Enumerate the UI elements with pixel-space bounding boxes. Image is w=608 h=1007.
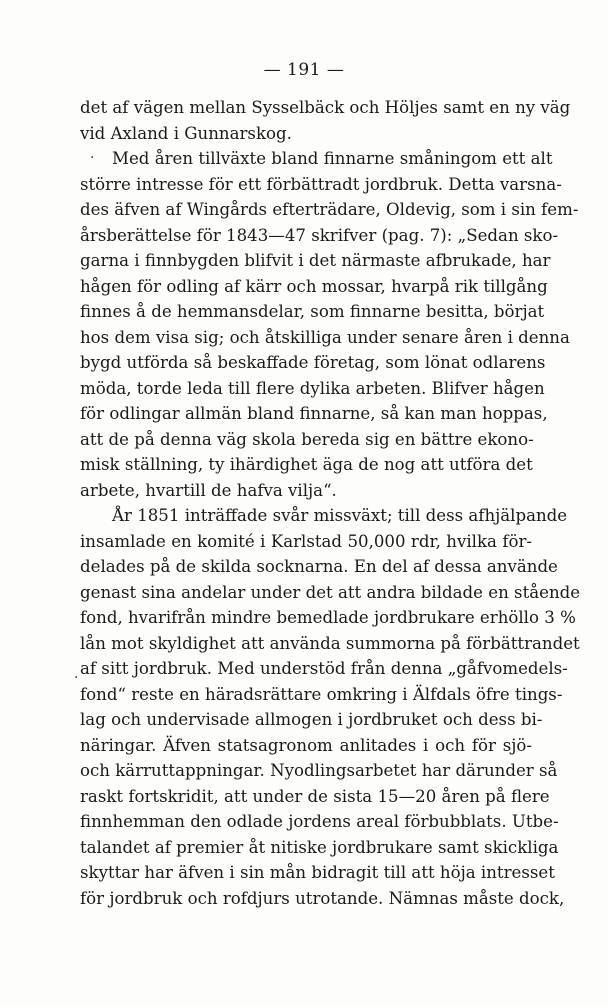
text-line: skyttar har äfven i sin mån bidragit till att höja intresset [80,863,555,882]
text-line: finnes å de hemmansdelar, som finnarne besitta, börjat [80,302,545,321]
text-line: för jordbruk och rofdjurs utrotande. Nämnas måste dock, [80,888,565,908]
text-line: arbete, hvartill de hafva vilja“. [80,480,337,500]
text-line: raskt fortskridit, att under de sista 15—20 åren på flere [80,786,550,806]
text-line: årsberättelse för 1843—47 skrifver (pag. 7): „Sedan sko- [80,225,559,245]
text-line: fond“ reste en häradsrättare omkring i Älfdals öfre tings- [80,684,563,704]
text-line: det af vägen mellan Sysselbäck och Höljes samt en ny väg [80,98,571,117]
text-line: vid Axland i Gunnarskog. [80,123,292,143]
text-line: bygd utförda så beskaffade företag, som lönat odlarens [80,353,546,372]
text-line: hos dem visa sig; och åtskilliga under senare åren i denna [80,327,570,347]
text-line: Med åren tillväxte bland finnarne småningom ett alt [112,149,553,168]
margin-mark: · [90,150,95,166]
text-line: des äfven af Wingårds efterträdare, Oldevig, som i sin fem- [80,200,579,219]
text-line: lån mot skyldighet att använda summorna på förbättrandet [80,633,580,653]
text-line: och kärruttappningar. Nyodlingsarbetet har därunder så [80,761,558,780]
text-line: lag och undervisade allmogen i jordbruket och dess bi- [80,710,543,729]
text-line: att de på denna väg skola bereda sig en bättre ekono- [80,429,534,449]
text-line: större intresse för ett förbättradt jordbruk. Detta varsna- [80,174,562,194]
text-line: finnhemman den odlade jordens areal förbubblats. Utbe- [80,812,559,831]
text-line: af sitt jordbruk. Med understöd från denna „gåfvomedels- [80,659,568,678]
text-line: talandet af premier åt nitiske jordbrukare samt skickliga [80,837,559,857]
text-line: hågen för odling af kärr och mossar, hvarpå rik tillgång [80,276,548,296]
text-line: för odlingar allmän bland finnarne, så kan man hoppas, [80,404,548,423]
text-line: insamlade en komité i Karlstad 50,000 rdr, hvilka för- [80,531,532,551]
text-line: genast sina andelar under det att andra bildade en stående [80,582,581,602]
text-line: misk ställning, ty ihärdighet äga de nog att utföra det [80,455,533,474]
text-line: fond, hvarifrån mindre bemedlade jordbrukare erhöllo 3 % [80,608,576,627]
body-text [80,95,581,911]
text-line: möda, torde leda till flere dylika arbeten. Blifver hågen [80,378,545,398]
page-number: — 191 — [263,60,345,80]
text-line: År 1851 inträffade svår missväxt; till dess afhjälpande [112,506,568,525]
text-line: näringar. Äfven statsagronom anlitades i och för sjö- [80,735,532,755]
text-line: delades på de skilda socknarna. En del af dessa använde [80,557,558,576]
text-line: garna i finnbygden blifvit i det närmaste afbrukade, har [80,251,551,270]
margin-mark: · [74,670,79,686]
